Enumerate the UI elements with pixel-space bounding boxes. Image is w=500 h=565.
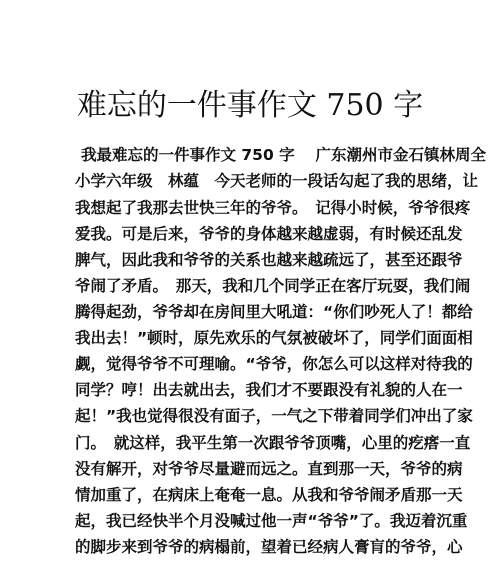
text-line: 觑，觉得爷爷不可理喻。“爷爷，你怎么可以这样对待我的 [75,355,473,373]
text-line: 的脚步来到爷爷的病榻前，望着已经病人膏肓的爷爷，心 [75,538,463,556]
text-line: 腾得起劲，爷爷却在房间里大吼道：“你们吵死人了！都给 [75,303,473,321]
document-title: 难忘的一件事作文 750 字 [76,88,424,123]
text-line: 没有解开，对爷爷尽量避而远之。直到那一天，爷爷的病 [75,460,463,478]
text-line: 门。 就这样，我平生第一次跟爷爷顶嘴，心里的疙瘩一直 [75,434,471,452]
text-line: 我想起了我那去世快三年的爷爷。 记得小时候，爷爷很疼 [75,199,471,217]
text-line: 我出去！”顿时，原先欢乐的气氛被破坏了，同学们面面相 [75,329,473,347]
text-line: 爱我。可是后来，爷爷的身体越来越虚弱，有时候还乱发 [75,225,463,243]
text-line: 脾气，因此我和爷爷的关系也越来越疏远了，甚至还跟爷 [75,251,463,269]
text-line: 起！”我也觉得很没有面子，一气之下带着同学们冲出了家 [75,407,473,425]
text-line: 情加重了，在病床上奄奄一息。从我和爷爷闹矛盾那一天 [75,486,463,504]
text-line: 爷闹了矛盾。 那天，我和几个同学正在客厅玩耍，我们闹 [75,277,471,295]
text-line: 小学六年级 林蕴 今天老师的一段话勾起了我的思绪，让 [75,172,479,190]
text-line: 起，我已经快半个月没喊过他一声“爷爷”了。我迈着沉重 [75,512,468,530]
text-line: 我最难忘的一件事作文 750 字 广东潮州市金石镇林周全 [81,146,487,164]
text-line: 同学？哼！出去就出去，我们才不要跟没有礼貌的人在一 [75,381,463,399]
